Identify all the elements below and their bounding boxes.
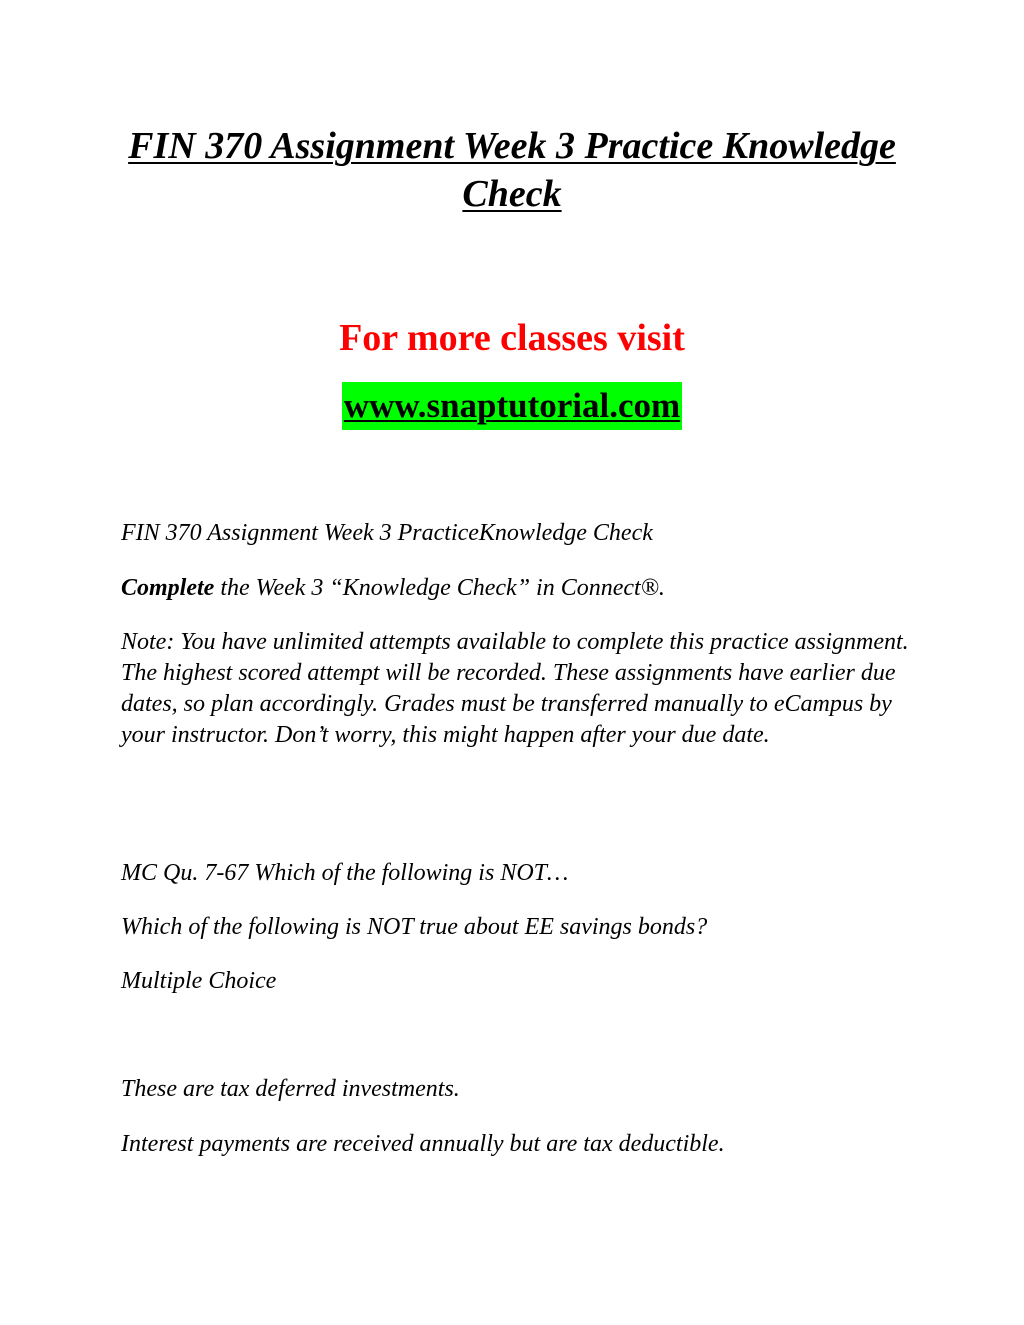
- promo-link-container: [0, 382, 1024, 430]
- question-text: Which of the following is NOT true about EE savings bonds?: [121, 914, 708, 940]
- question-id: MC Qu. 7-67 Which of the following is NOT…: [121, 860, 569, 886]
- question-type: Multiple Choice: [121, 968, 277, 994]
- answer-option-1: These are tax deferred investments.: [121, 1076, 460, 1102]
- instruction-paragraph: [121, 573, 911, 604]
- promo-link[interactable]: www.snaptutorial.com: [342, 382, 682, 430]
- document-title: FIN 370 Assignment Week 3 Practice Knowledge Check: [128, 125, 896, 215]
- instruction-rest: the Week 3 “Knowledge Check” in Connect®.: [214, 575, 665, 601]
- instruction-bold: Complete: [121, 575, 215, 601]
- promo-text: For more classes visit: [339, 317, 685, 359]
- heading-repeat: FIN 370 Assignment Week 3 PracticeKnowledge Check: [121, 520, 653, 546]
- note-paragraph: Note: You have unlimited attempts available to complete this practice assignment. The highest scored attempt will be recorded. These assignments have earlier due dates, so plan accordingly. Grades must be transferred manually to eCampus by your instructor. Don’t worry, this might happen after your due date.: [121, 629, 909, 748]
- answer-option-2: Interest payments are received annually but are tax deductible.: [121, 1131, 725, 1157]
